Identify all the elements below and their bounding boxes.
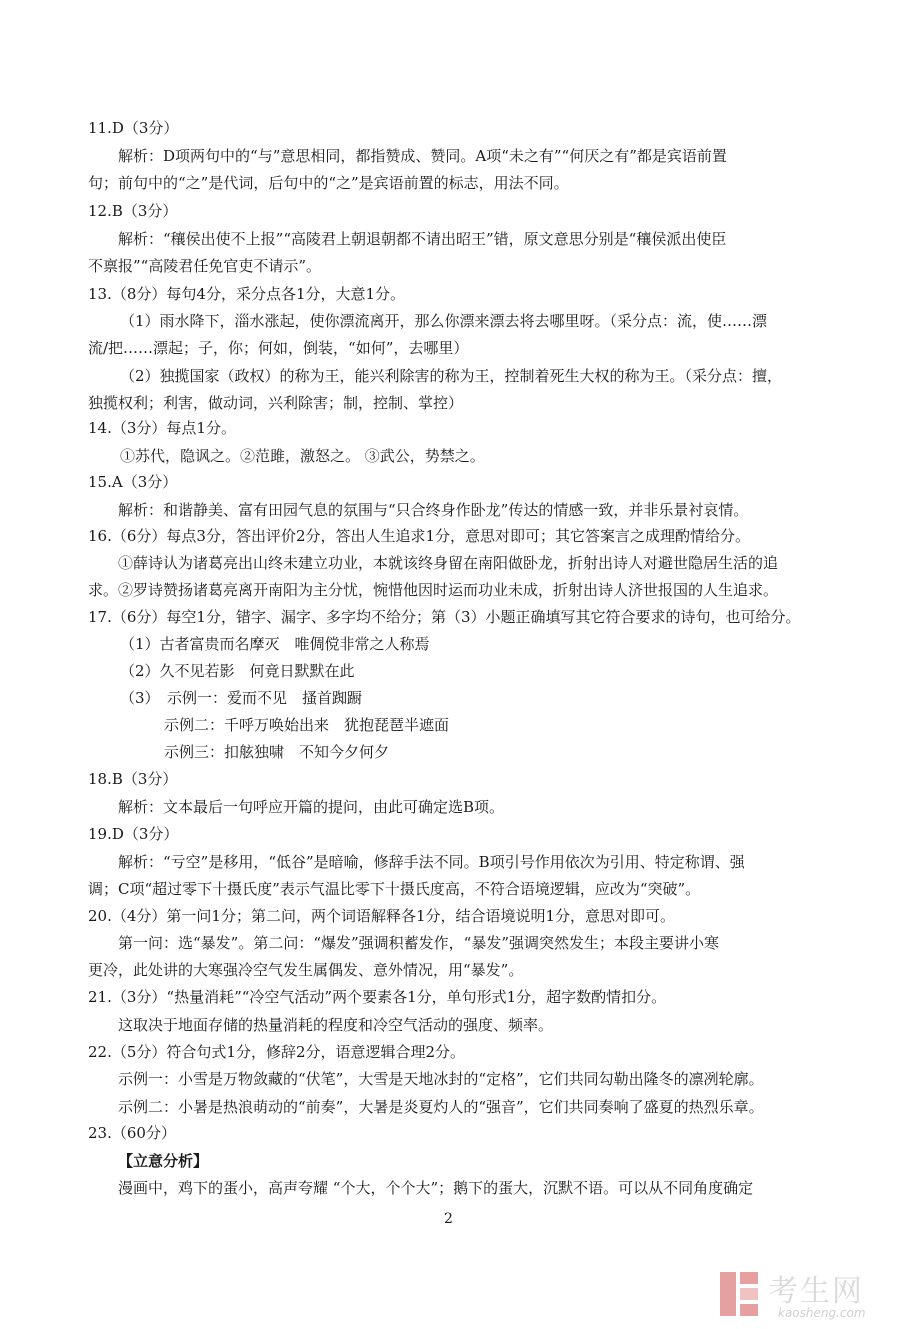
answer-20-heading: 20.（4分）第一问1分；第二问，两个词语解释各1分，结合语境说明1分，意思对即可。 [88, 907, 676, 925]
answer-23-analysis: 漫画中，鸡下的蛋小，高声夸耀 “个大，个个大”；鹅下的蛋大，沉默不语。可以从不同角度确定 [118, 1179, 754, 1197]
answer-22-example1: 示例一：小雪是万物敛藏的“伏笔”，大雪是天地冰封的“定格”，它们共同勾勒出隆冬的凛冽轮廓。 [118, 1070, 764, 1088]
answer-20-explanation: 第一问：选“暴发”。第二问：“爆发”强调积蓄发作，“暴发”强调突然发生；本段主要讲小寒 [118, 934, 720, 952]
answer-18-heading: 18.B（3分） [88, 770, 178, 788]
answer-17-part1: （1）古者富贵而名摩灭 唯倜傥非常之人称焉 [120, 635, 430, 653]
answer-13-part1: （1）雨水降下，淄水涨起，使你漂流离开，那么你漂来漂去将去哪里呀。（采分点：流，使……漂 [120, 312, 768, 330]
answer-23-heading: 23.（60分） [88, 1124, 176, 1142]
answer-20-explanation-cont: 更冷，此处讲的大寒强冷空气发生属偶发、意外情况，用“暴发”。 [88, 961, 524, 979]
answer-13-heading: 13.（8分）每句4分，采分点各1分，大意1分。 [88, 285, 406, 303]
answer-19-analysis-cont: 调；C项“超过零下十摄氏度”表示气温比零下十摄氏度高，不符合语境逻辑，应改为“突破”。 [88, 880, 701, 898]
answer-11-heading: 11.D（3分） [88, 119, 179, 137]
section-heading-analysis: 【立意分析】 [118, 1152, 209, 1170]
answer-19-heading: 19.D（3分） [88, 825, 179, 843]
answer-19-analysis: 解析：“亏空”是移用，“低谷”是暗喻，修辞手法不同。B项引号作用依次为引用、特定称谓、强 [118, 853, 745, 871]
watermark-brand: 考生网 [768, 1274, 864, 1309]
answer-15-heading: 15.A（3分） [88, 473, 178, 491]
answer-11-analysis: 解析：D项两句中的“与”意思相同，都指赞成、赞同。A项“未之有”“何厌之有”都是宾语前置 [118, 147, 727, 165]
answer-17-part3-example2: 示例二：千呼万唤始出来 犹抱琵琶半遮面 [164, 716, 450, 734]
answer-17-part2: （2）久不见若影 何竟日默默在此 [120, 662, 355, 680]
page-number: 2 [444, 1211, 453, 1227]
answer-17-part3-example1: （3） 示例一：爱而不见 搔首踟蹰 [120, 689, 363, 707]
watermark-logo-icon [718, 1270, 760, 1318]
answer-13-part2: （2）独揽国家（政权）的称为王，能兴利除害的称为王，控制着死生大权的称为王。（采分点：擅， [120, 367, 783, 385]
answer-21-sample: 这取决于地面存储的热量消耗的程度和冷空气活动的强度、频率。 [118, 1016, 554, 1034]
watermark-url: kaosheng.com [778, 1306, 866, 1320]
answer-16-heading: 16.（6分）每点3分，答出评价2分，答出人生追求1分，意思对即可；其它答案言之成理酌情给分。 [88, 527, 751, 545]
answer-22-example2: 示例二：小暑是热浪萌动的“前奏”，大暑是炎夏灼人的“强音”，它们共同奏响了盛夏的热烈乐章。 [118, 1098, 764, 1116]
answer-11-analysis-cont: 句；前句中的“之”是代词，后句中的“之”是宾语前置的标志，用法不同。 [88, 174, 569, 192]
answer-13-part2-cont: 独揽权利；利害，做动词，兴利除害；制，控制、掌控） [88, 394, 464, 412]
answer-15-analysis: 解析：和谐静美、富有田园气息的氛围与“只合终身作卧龙”传达的情感一致，并非乐景衬哀情。 [118, 501, 749, 519]
answer-14-points: ①苏代，隐讽之。②范雎，激怒之。 ③武公，势禁之。 [120, 447, 485, 465]
answer-12-analysis: 解析：“穰侯出使不上报”“高陵君上朝退朝都不请出昭王”错，原文意思分别是“穰侯派出使臣 [118, 230, 727, 248]
answer-17-part3-example3: 示例三：扣舷独啸 不知今夕何夕 [164, 743, 390, 761]
answer-13-part1-cont: 流/把……漂起；子，你；何如，倒装，“如何”，去哪里） [88, 339, 469, 357]
answer-14-heading: 14.（3分）每点1分。 [88, 419, 236, 437]
answer-22-heading: 22.（5分）符合句式1分，修辞2分，语意逻辑合理2分。 [88, 1043, 466, 1061]
answer-16-point1: ①薛诗认为诸葛亮出山终未建立功业，本就该终身留在南阳做卧龙，折射出诗人对避世隐居生活的追 [118, 554, 779, 572]
answer-17-heading: 17.（6分）每空1分，错字、漏字、多字均不给分；第（3）小题正确填写其它符合要求的诗句，也可给分。 [88, 608, 801, 626]
answer-21-heading: 21.（3分）“热量消耗”“冷空气活动”两个要素各1分，单句形式1分，超字数酌情扣分。 [88, 988, 667, 1006]
answer-18-analysis: 解析：文本最后一句呼应开篇的提问，由此可确定选B项。 [118, 798, 505, 816]
answer-12-heading: 12.B（3分） [88, 202, 178, 220]
watermark [718, 1266, 888, 1324]
answer-12-analysis-cont: 不禀报”“高陵君任免官吏不请示”。 [88, 257, 322, 275]
answer-16-point2: 求。②罗诗赞扬诸葛亮离开南阳为主分忧，惋惜他因时运而功业未成，折射出诗人济世报国的人生追求。 [88, 581, 779, 599]
